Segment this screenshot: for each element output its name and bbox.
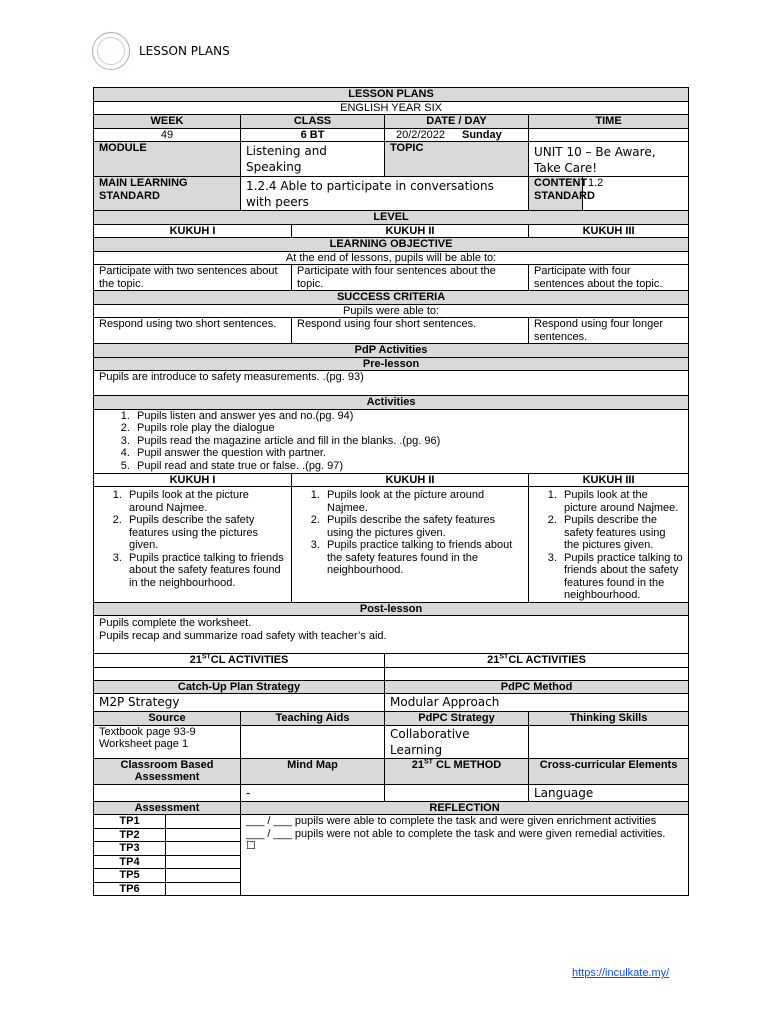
post-lesson-line: Pupils complete the worksheet. bbox=[99, 617, 252, 629]
pre-lesson-text: Pupils are introduce to safety measurements. .(pg. 93) bbox=[94, 371, 689, 396]
page-header bbox=[92, 32, 230, 70]
module-value: Listening and Speaking bbox=[241, 142, 385, 177]
kukuh-3-list bbox=[534, 489, 683, 602]
lesson-plan-table bbox=[93, 87, 689, 896]
mind-map-label: Mind Map bbox=[241, 758, 385, 784]
assessment-label: Assessment bbox=[94, 801, 241, 815]
tp-label: TP2 bbox=[94, 828, 166, 842]
kukuh-3-activities bbox=[529, 487, 689, 603]
kukuh-2-header: KUKUH II bbox=[292, 224, 529, 238]
post-lesson-cell bbox=[94, 616, 689, 654]
time-label: TIME bbox=[529, 115, 689, 129]
class-value: 6 BT bbox=[241, 128, 385, 142]
plan-title: LESSON PLANS bbox=[94, 88, 689, 102]
activity-item: 1. Pupils listen and answer yes and no.(pg. 94) bbox=[133, 410, 683, 423]
kukuh-activity-item: 3. Pupils practice talking to friends about the safety features found in the neighbourhood. bbox=[125, 552, 286, 590]
kukuh-activity-item: 3. Pupils practice talking to friends about the safety features found in the neighbourhood. bbox=[560, 552, 683, 602]
activity-item: 2. Pupils role play the dialogue bbox=[133, 422, 683, 435]
kukuh-2-list bbox=[297, 489, 523, 577]
cl-activities-right bbox=[385, 667, 689, 680]
kukuh-activity-item: 2. Pupils describe the safety features using the pictures given. bbox=[560, 514, 683, 552]
mls-label: MAIN LEARNING STANDARD bbox=[94, 177, 241, 211]
tp-value bbox=[166, 828, 241, 842]
date-value: 20/2/2022 bbox=[396, 128, 445, 141]
source-label: Source bbox=[94, 712, 241, 726]
source-cell bbox=[94, 725, 241, 758]
activity-kukuh-1-header: KUKUH I bbox=[94, 473, 292, 487]
mls-value: 1.2.4 Able to participate in conversations with peers bbox=[241, 177, 529, 211]
cl-activities-header-right: 21STCL ACTIVITIES bbox=[385, 654, 689, 668]
pdp-header: PdP Activities bbox=[94, 344, 689, 358]
cs-label: CONTENT STANDARD bbox=[529, 177, 583, 211]
post-lesson-line: Pupils recap and summarize road safety with teacher’s aid. bbox=[99, 629, 387, 642]
catchup-value: M2P Strategy bbox=[94, 694, 385, 712]
brand-logo bbox=[92, 32, 130, 70]
kukuh-activity-item: 1. Pupils look at the picture around Najmee. bbox=[323, 489, 523, 514]
post-lesson-header: Post-lesson bbox=[94, 602, 689, 616]
activity-kukuh-2-header: KUKUH II bbox=[292, 473, 529, 487]
criteria-kukuh-1: Respond using two short sentences. bbox=[94, 318, 292, 344]
reflection-cell bbox=[241, 815, 689, 896]
kukuh-activity-item: 2. Pupils describe the safety features using the pictures given. bbox=[323, 514, 523, 539]
kukuh-1-activities bbox=[94, 487, 292, 603]
pdpc-strategy-value: Collaborative Learning bbox=[385, 725, 529, 758]
learning-objective-intro: At the end of lessons, pupils will be able to: bbox=[94, 251, 689, 265]
reflection-line: ___ / ___ pupils were not able to complete the task and were given remedial activities. bbox=[246, 827, 666, 840]
activities-list bbox=[99, 410, 683, 473]
objective-kukuh-3: Participate with four sentences about the topic. bbox=[529, 265, 689, 291]
header-title: LESSON PLANS bbox=[139, 44, 230, 58]
teaching-aids-value bbox=[241, 725, 385, 758]
success-criteria-header: SUCCESS CRITERIA bbox=[94, 291, 689, 305]
kukuh-1-header: KUKUH I bbox=[94, 224, 292, 238]
week-label: WEEK bbox=[94, 115, 241, 129]
activities-header: Activities bbox=[94, 396, 689, 410]
pdpc-method-label: PdPC Method bbox=[385, 680, 689, 694]
tp-label: TP6 bbox=[94, 882, 166, 896]
activity-item: 3. Pupils read the magazine article and fill in the blanks. .(pg. 96) bbox=[133, 435, 683, 448]
pre-lesson-header: Pre-lesson bbox=[94, 357, 689, 371]
pdpc-method-value: Modular Approach bbox=[385, 694, 689, 712]
objective-kukuh-1: Participate with two sentences about the topic. bbox=[94, 265, 292, 291]
plan-subtitle: ENGLISH YEAR SIX bbox=[94, 101, 689, 115]
date-day-cell bbox=[385, 128, 529, 142]
source-line: Textbook page 93-9 bbox=[99, 725, 196, 738]
time-value bbox=[529, 128, 689, 142]
kukuh-activity-item: 3. Pupils practice talking to friends about the safety features found in the neighbourhood. bbox=[323, 539, 523, 577]
reflection-checkbox: ☐ bbox=[246, 840, 256, 852]
date-label: DATE / DAY bbox=[385, 115, 529, 129]
tp-value bbox=[166, 855, 241, 869]
objective-kukuh-2: Participate with four sentences about the topic. bbox=[292, 265, 529, 291]
cs-value: 1.2 bbox=[583, 177, 689, 211]
cl-activities-header-left: 21STCL ACTIVITIES bbox=[94, 654, 385, 668]
tp-value bbox=[166, 882, 241, 896]
mind-map-value: - bbox=[241, 784, 385, 801]
topic-value: UNIT 10 – Be Aware, Take Care! bbox=[529, 142, 689, 177]
cba-value bbox=[94, 784, 241, 801]
tp-label: TP1 bbox=[94, 815, 166, 829]
pdpc-strategy-label: PdPC Strategy bbox=[385, 712, 529, 726]
activity-item: 4. Pupil answer the question with partner. bbox=[133, 447, 683, 460]
thinking-skills-label: Thinking Skills bbox=[529, 712, 689, 726]
catchup-label: Catch-Up Plan Strategy bbox=[94, 680, 385, 694]
teaching-aids-label: Teaching Aids bbox=[241, 712, 385, 726]
tp-value bbox=[166, 869, 241, 883]
cross-curricular-label: Cross-curricular Elements bbox=[529, 758, 689, 784]
thinking-skills-value bbox=[529, 725, 689, 758]
reflection-line: ___ / ___ pupils were able to complete the task and were given enrichment activities bbox=[246, 815, 657, 827]
kukuh-3-header: KUKUH III bbox=[529, 224, 689, 238]
cba-label: Classroom Based Assessment bbox=[94, 758, 241, 784]
tp-label: TP5 bbox=[94, 869, 166, 883]
tp-value bbox=[166, 815, 241, 829]
cl-method-value bbox=[385, 784, 529, 801]
cross-curricular-value: Language bbox=[529, 784, 689, 801]
activities-cell bbox=[94, 409, 689, 473]
criteria-kukuh-3: Respond using four longer sentences. bbox=[529, 318, 689, 344]
module-label: MODULE bbox=[94, 142, 241, 177]
kukuh-activity-item: 2. Pupils describe the safety features using the pictures given. bbox=[125, 514, 286, 552]
cl-method-label: 21ST CL METHOD bbox=[385, 758, 529, 784]
kukuh-2-activities bbox=[292, 487, 529, 603]
learning-objective-header: LEARNING OBJECTIVE bbox=[94, 238, 689, 252]
source-line: Worksheet page 1 bbox=[99, 738, 189, 750]
activity-kukuh-3-header: KUKUH III bbox=[529, 473, 689, 487]
day-value: Sunday bbox=[462, 128, 502, 141]
kukuh-1-list bbox=[99, 489, 286, 589]
tp-label: TP3 bbox=[94, 842, 166, 856]
tp-value bbox=[166, 842, 241, 856]
level-header: LEVEL bbox=[94, 211, 689, 225]
footer-link[interactable]: https://inculkate.my/ bbox=[572, 967, 670, 979]
success-criteria-intro: Pupils were able to: bbox=[94, 304, 689, 318]
class-label: CLASS bbox=[241, 115, 385, 129]
cl-activities-left bbox=[94, 667, 385, 680]
activity-item: 5. Pupil read and state true or false. .(pg. 97) bbox=[133, 460, 683, 473]
criteria-kukuh-2: Respond using four short sentences. bbox=[292, 318, 529, 344]
tp-label: TP4 bbox=[94, 855, 166, 869]
reflection-label: REFLECTION bbox=[241, 801, 689, 815]
kukuh-activity-item: 1. Pupils look at the picture around Najmee. bbox=[560, 489, 683, 514]
topic-label: TOPIC bbox=[385, 142, 529, 177]
kukuh-activity-item: 1. Pupils look at the picture around Najmee. bbox=[125, 489, 286, 514]
week-value: 49 bbox=[94, 128, 241, 142]
